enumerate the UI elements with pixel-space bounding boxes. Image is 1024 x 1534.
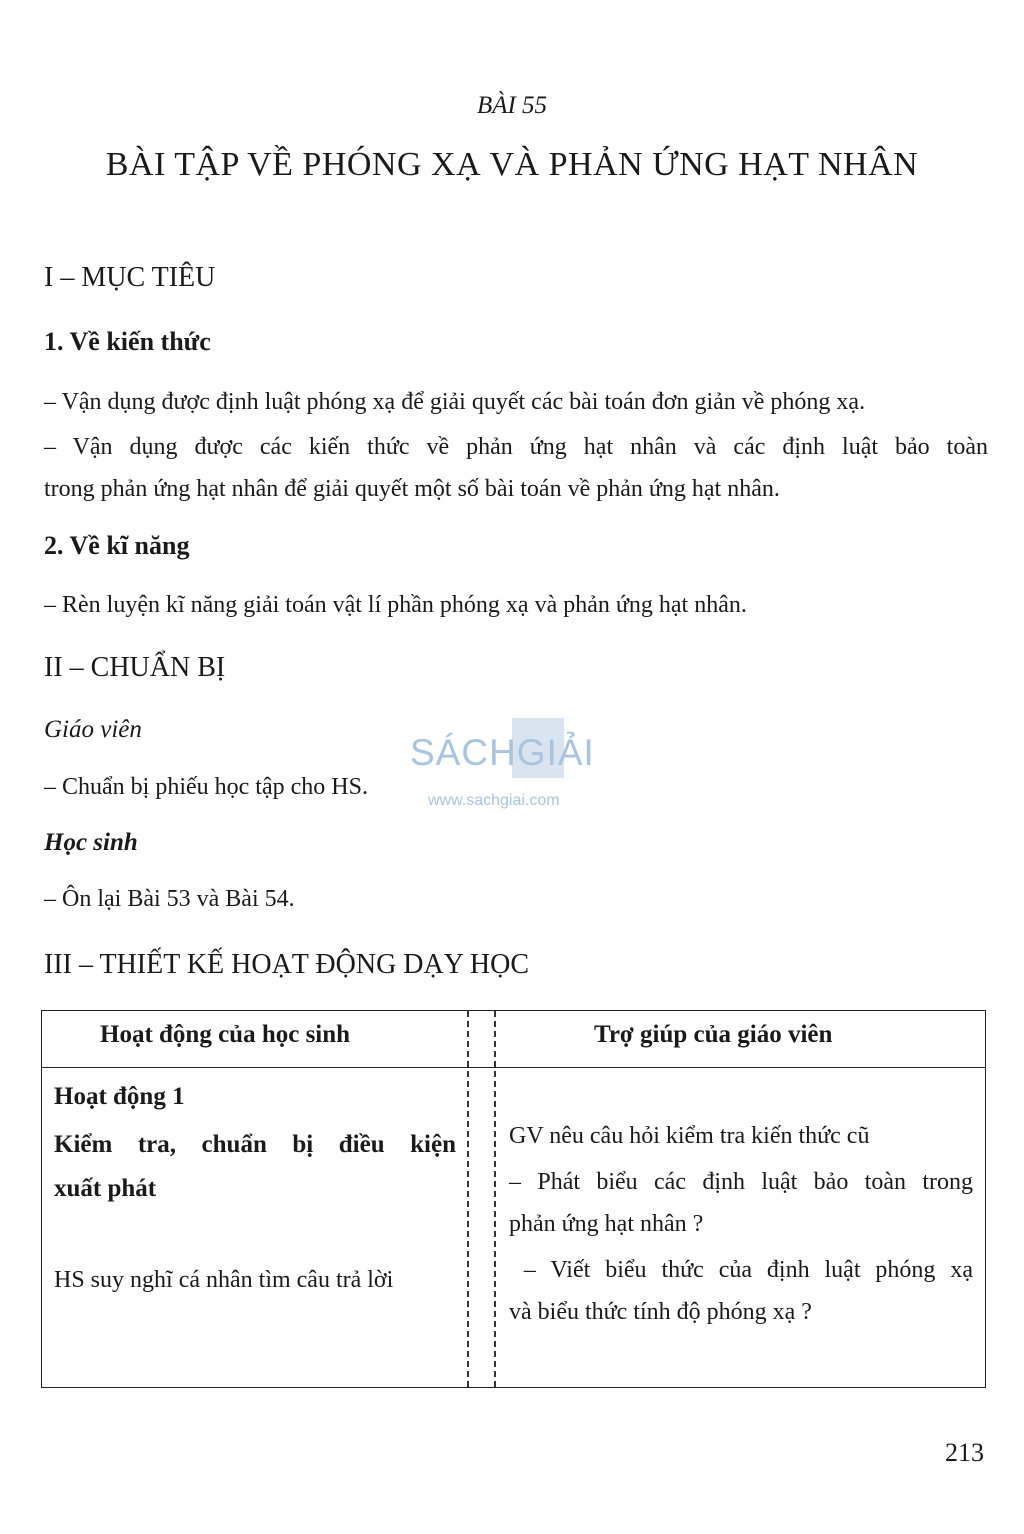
teacher-line-2: – Phát biểu các định luật bảo toàn trong: [509, 1169, 973, 1195]
lesson-title: BÀI TẬP VỀ PHÓNG XẠ VÀ PHẢN ỨNG HẠT NHÂN: [105, 146, 919, 183]
watermark-url: www.sachgiai.com: [428, 792, 560, 809]
knowledge-line-2: – Vận dụng được các kiến thức về phản ứng hạt nhân và các định luật bảo toàn: [44, 434, 988, 460]
teacher-text: – Chuẩn bị phiếu học tập cho HS.: [44, 774, 368, 800]
teacher-line-5: và biểu thức tính độ phóng xạ ?: [509, 1299, 812, 1325]
section-activities-heading: III – THIẾT KẾ HOẠT ĐỘNG DẠY HỌC: [44, 949, 530, 980]
activity-title: Hoạt động 1: [54, 1083, 185, 1110]
skills-line-1: – Rèn luyện kĩ năng giải toán vật lí phần phóng xạ và phản ứng hạt nhân.: [44, 592, 747, 618]
page-number: 213: [945, 1438, 984, 1467]
skills-heading: 2. Về kĩ năng: [44, 531, 190, 560]
section-preparation-heading: II – CHUẨN BỊ: [44, 652, 226, 683]
activity-table: [41, 1010, 986, 1388]
knowledge-heading: 1. Về kiến thức: [44, 327, 211, 356]
activity-subtitle-2: xuất phát: [54, 1175, 157, 1202]
column-header-teacher: Trợ giúp của giáo viên: [594, 1021, 833, 1048]
watermark-brand: SÁCHGIẢI: [410, 732, 595, 773]
student-label: Học sinh: [44, 829, 138, 856]
teacher-line-4: – Viết biểu thức của định luật phóng xạ: [509, 1257, 973, 1283]
column-header-student: Hoạt động của học sinh: [100, 1021, 351, 1048]
table-column-divider-left: [467, 1011, 469, 1387]
knowledge-line-3: trong phản ứng hạt nhân để giải quyết một số bài toán về phản ứng hạt nhân.: [44, 476, 780, 502]
table-column-divider-right: [494, 1011, 496, 1387]
knowledge-line-1: – Vận dụng được định luật phóng xạ để giải quyết các bài toán đơn giản về phóng xạ.: [44, 389, 866, 415]
teacher-label: Giáo viên: [44, 716, 142, 743]
section-objectives-heading: I – MỤC TIÊU: [44, 262, 216, 293]
teacher-line-1: GV nêu câu hỏi kiểm tra kiến thức cũ: [509, 1123, 870, 1149]
watermark-logo: [410, 718, 620, 818]
activity-subtitle-1: Kiểm tra, chuẩn bị điều kiện: [54, 1131, 456, 1158]
lesson-number: BÀI 55: [476, 92, 548, 119]
student-action: HS suy nghĩ cá nhân tìm câu trả lời: [54, 1267, 394, 1293]
student-text: – Ôn lại Bài 53 và Bài 54.: [44, 886, 295, 912]
teacher-line-3: phản ứng hạt nhân ?: [509, 1211, 704, 1237]
table-header-divider: [42, 1067, 985, 1068]
